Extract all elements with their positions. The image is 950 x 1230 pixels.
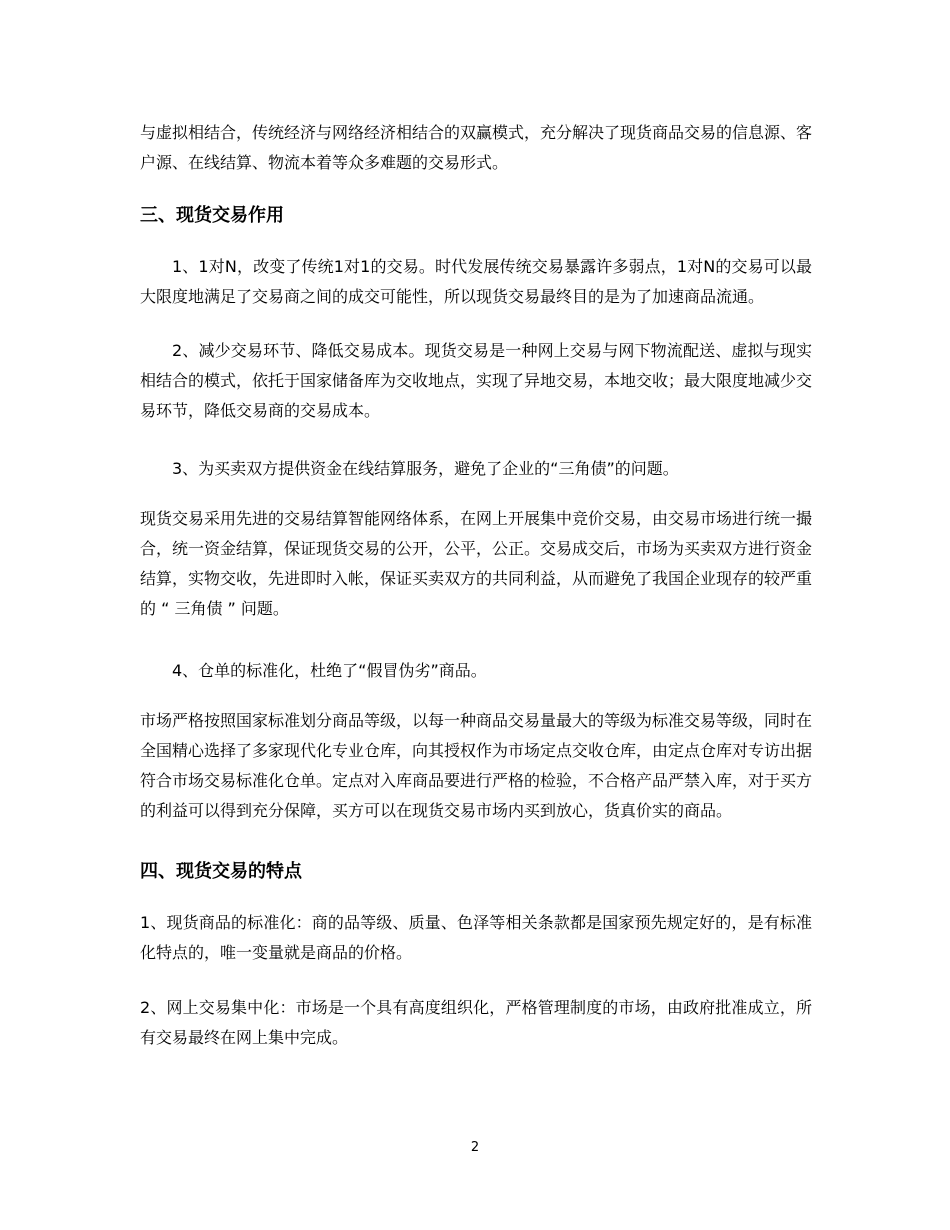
paragraph-feature-1: 1、现货商品的标准化：商的品等级、质量、色泽等相关条款都是国家预先规定好的，是有标准化特点的，唯一变量就是商品的价格。 <box>140 913 812 962</box>
paragraph-point-4: 4、仓单的标准化，杜绝了“假冒伪劣”商品。 <box>172 661 487 680</box>
paragraph-point-1: 1、1对N，改变了传统1对1的交易。时代发展传统交易暴露许多弱点，1对N的交易可以最大限度地满足了交易商之间的成交可能性，所以现货交易最终目的是为了加速商品流通。 <box>140 257 812 306</box>
paragraph-intro: 与虚拟相结合，传统经济与网络经济相结合的双赢模式，充分解决了现货商品交易的信息源、客户源、在线结算、物流本着等众多难题的交易形式。 <box>140 123 813 172</box>
paragraph-point-4-detail: 市场严格按照国家标准划分商品等级，以每一种商品交易量最大的等级为标准交易等级，同时在全国精心选择了多家现代化专业仓库，向其授权作为市场定点交收仓库，由定点仓库对专访出据符合市场交易标准化仓单。定点对入库商品要进行严格的检验，不合格产品严禁入库，对于买方的利益可以得到充分保障，买方可以在现货交易市场内买到放心，货真价实的商品。 <box>140 711 813 820</box>
paragraph-point-2: 2、减少交易环节、降低交易成本。现货交易是一种网上交易与网下物流配送、虚拟与现实相结合的模式，依托于国家储备库为交收地点，实现了异地交易，本地交收；最大限度地减少交易环节，降低交易商的交易成本。 <box>140 341 813 420</box>
paragraph-feature-2: 2、网上交易集中化：市场是一个具有高度组织化，严格管理制度的市场，由政府批准成立，所有交易最终在网上集中完成。 <box>140 998 812 1047</box>
paragraph-point-3: 3、为买卖双方提供资金在线结算服务，避免了企业的“三角债”的问题。 <box>172 459 679 478</box>
page-number: 2 <box>470 1140 480 1155</box>
paragraph-point-3-detail: 现货交易采用先进的交易结算智能网络体系，在网上开展集中竞价交易，由交易市场进行统一撮合，统一资金结算，保证现货交易的公开，公平，公正。交易成交后，市场为买卖双方进行资金结算，实物交收，先进即时入帐，保证买卖双方的共同利益，从而避免了我国企业现存的较严重的 “ 三角债 ” 问题。 <box>140 509 813 618</box>
section-heading-3: 三、现货交易作用 <box>140 205 284 226</box>
section-heading-4: 四、现货交易的特点 <box>140 861 302 882</box>
